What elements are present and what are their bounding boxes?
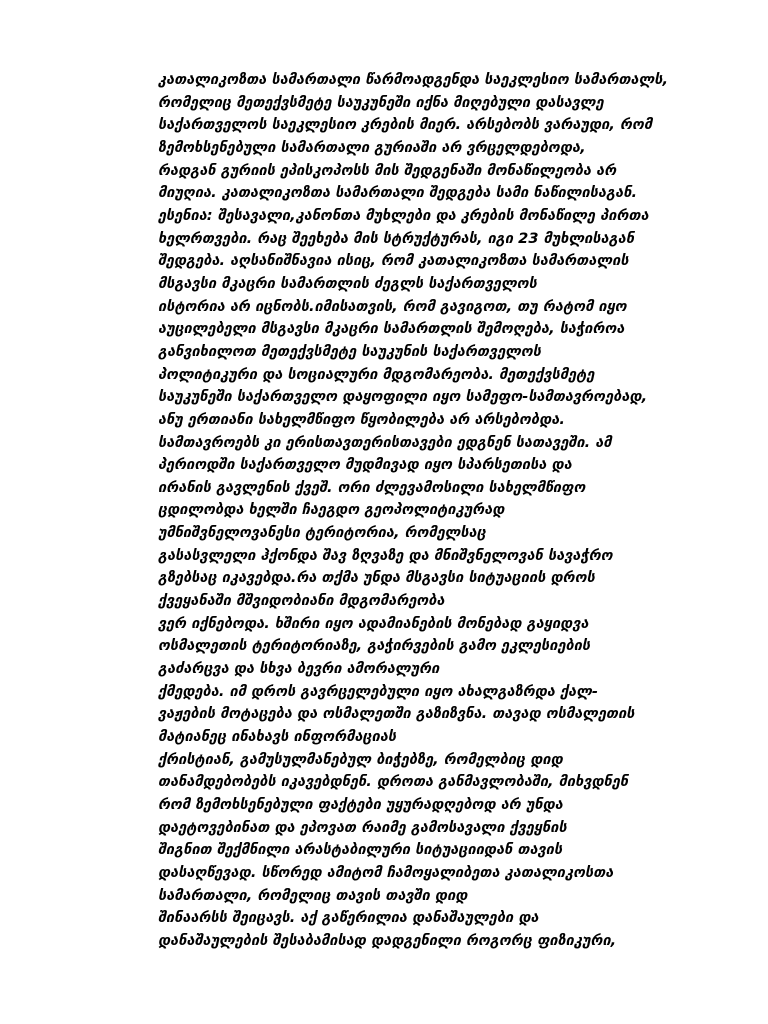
text-line-1: კათალიკოზთა სამართალი წარმოადგენდა საეკლესიო სამართალს, [158, 71, 669, 88]
text-line-9: შედგება. აღსანიშნავია ისიც, რომ კათალიკოზთა სამართალის [158, 252, 629, 270]
text-line-25: ვერ იქნებოდა. ხშირი იყო ადამიანების მონებად გაყიდვა [158, 614, 589, 632]
text-line-17: სამთავროებს კი ერისთავთერისთავები ედგნენ სათავეში. ამ [158, 433, 612, 451]
text-line-12: აუცილებელი მსგავსი მკაცრი სამართლის შემოღება, საჭიროა [158, 320, 625, 338]
text-line-22: გასასვლელი ჰქონდა შავ ზღვაზე და მნიშვნელოვან სავაჭრო [158, 546, 613, 564]
text-line-6: მიუღია. კათალიკოზთა სამართალი შედგება სამი ნაწილისაგან. [158, 184, 638, 202]
body-text [158, 69, 718, 953]
text-line-28: ქმედება. იმ დროს გავრცელებული იყო ახალგაზრდა ქალ- [158, 682, 598, 700]
text-line-39: დანაშაულების შესაბამისად დადგენილი როგორც ფიზიკური, [158, 931, 617, 949]
text-line-2: რომელიც მეთექვსმეტე საუკუნეში იქნა მიღებული დასავლე [158, 93, 604, 111]
text-line-8: ხელრთვები. რაც შეეხება მის სტრუქტურას, იგი 23 მუხლისაგან [158, 229, 635, 247]
text-line-26: ოსმალეთის ტერიტორიაზე, გაჭირვების გამო ეკლესიების [158, 637, 591, 655]
text-line-24: ქვეყანაში მშვიდობიანი მდგომარეობა [158, 592, 445, 610]
text-line-4: ზემოხსენებული სამართალი გურიაში არ ვრცელდებოდა, [158, 138, 586, 156]
text-line-21: უმნიშვნელოვანესი ტერიტორია, რომელსაც [158, 524, 486, 542]
text-line-34: დაეტოვებინათ და ეპოვათ რაიმე გამოსავალი ქვეყნის [158, 818, 567, 836]
text-line-14: პოლიტიკური და სოციალური მდგომარეობა. მეთექვსმეტე [158, 365, 595, 383]
text-line-35: შიგნით შექმნილი არასტაბილური სიტუაციიდან თავის [158, 841, 563, 859]
text-line-13: განვიხილოთ მეთექვსმეტე საუკუნის საქართველოს [158, 342, 542, 360]
text-line-10: მსგავსი მკაცრი სამართლის ძეგლს საქართველოს [158, 274, 537, 292]
text-line-23: გზებსაც იკავებდა.რა თქმა უნდა მსგავსი სიტუაციის დროს [158, 569, 595, 587]
text-line-33: რომ ზემოხსენებული ფაქტები უყურადღებოდ არ უნდა [158, 796, 563, 813]
text-line-36: დასაღწევად. სწორედ ამიტომ ჩამოყალიბეთა კათალიკოსთა [158, 863, 614, 881]
text-line-31: ქრისტიან, გამუსულმანებულ ბიჭებზე, რომელბიც დიდ [158, 750, 563, 768]
text-line-27: გაძარცვა და სხვა ბევრი ამორალური [158, 660, 440, 678]
text-line-7: ესენია: შესავალი,კანონთა მუხლები და კრების მონაწილე პირთა [158, 206, 649, 224]
text-line-37: სამართალი, რომელიც თავის თავში დიდ [158, 886, 468, 904]
text-line-29: ვაჟების მოტაცება და ოსმალეთში გაზიზვნა. თავად ოსმალეთის [158, 705, 635, 723]
text-line-30: მატიანეც ინახავს ინფორმაციას [158, 728, 397, 746]
text-line-16: ანუ ერთიანი სახელმწიფო წყობილება არ არსებობდა. [158, 410, 565, 428]
text-line-15: საუკუნეში საქართველო დაყოფილი იყო სამეფო-სამთავროებად, [158, 388, 648, 406]
text-line-3: საქართველოს საეკლესიო კრების მიერ. არსებობს ვარაუდი, რომ [158, 116, 653, 134]
text-line-19: ირანის გავლენის ქვეშ. ორი ძლევამოსილი სახელმწიფო [158, 478, 586, 496]
text-line-20: ცდილობდა ხელში ჩაეგდო გეოპოლიტიკურად [158, 501, 505, 519]
text-line-18: პერიოდში საქართველო მუდმივად იყო სპარსეთისა და [158, 456, 572, 474]
text-line-5: რადგან გურიის ეპისკოპოსს მის შედგენაში მონაწილეობა არ [158, 161, 617, 179]
text-line-38: შინაარსს შეიცავს. აქ გაწერილია დანაშაულები და [158, 909, 539, 927]
text-line-11: ისტორია არ იცნობს.იმისათვის, რომ გავიგოთ, თუ რატომ იყო [158, 297, 627, 315]
text-line-32: თანამდებობებს იკავებდნენ. დროთა განმავლობაში, მიხვდნენ [158, 773, 629, 791]
